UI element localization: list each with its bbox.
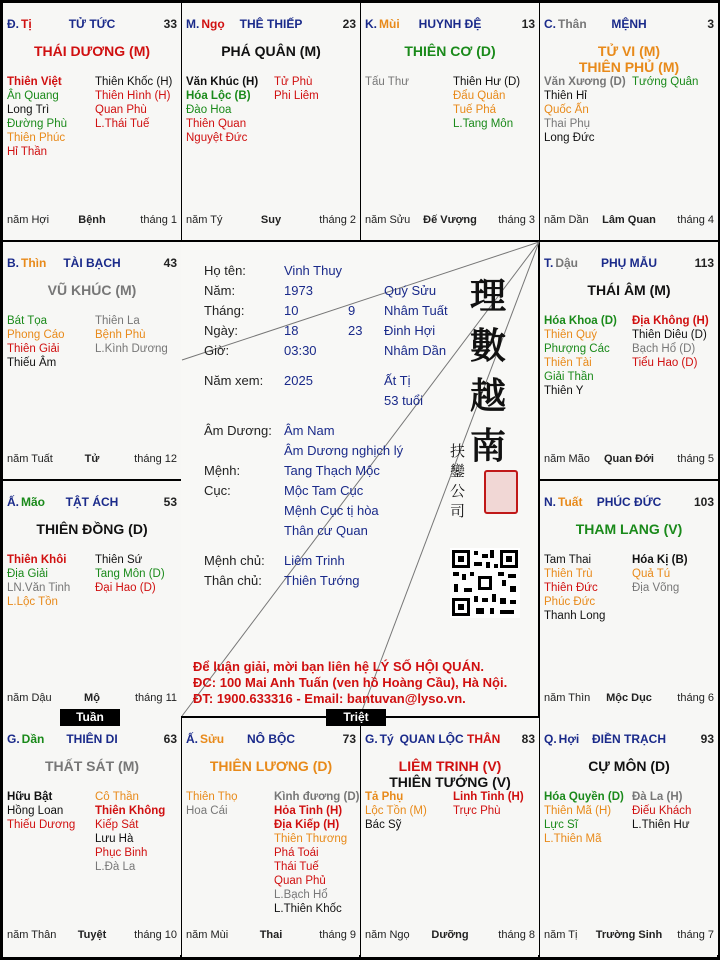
minor-star: Hóa Kị (B) [632,554,688,566]
contact-address: ĐC: 100 Mai Anh Tuấn (ven hồ Hoàng Cầu), Hà Nội. [193,675,508,690]
element-label: Cục: [204,483,231,498]
earthly-branch: Dần [21,732,45,746]
day-lunar: 23 [348,323,363,338]
minor-star: Phong Cáo [7,329,65,341]
earthly-branch: Dậu [555,256,579,270]
heavenly-stem: T. [544,256,554,270]
minor-star: Thiên Sứ [95,554,143,566]
minor-star: Ân Quang [7,90,59,102]
minor-star: Thiên Khốc (H) [95,76,173,88]
main-star: THÁI ÂM (M) [587,282,671,298]
minor-star: Quan Phủ [274,875,326,887]
month-marker: tháng 1 [140,214,177,226]
main-star: THIÊN CƠ (D) [404,43,496,59]
minor-star: Bạch Hổ (D) [632,343,696,355]
life-phase: Dưỡng [431,929,469,941]
minor-star: Hỏa Tinh (H) [274,805,343,817]
minor-star: Tấu Thư [365,76,409,88]
earthly-branch: Ngọ [201,17,225,31]
earthly-branch: Mùi [379,17,400,31]
hour-canchi: Nhâm Dần [384,343,447,358]
yinyang-label: Âm Dương: [204,423,272,438]
qr-finder [506,556,512,562]
heavenly-stem: G. [7,732,20,746]
major-period-age: 103 [693,495,714,509]
heavenly-stem: N. [544,495,556,509]
view-year-value: 2025 [284,373,313,388]
minor-star: Bát Tọa [7,315,48,327]
minor-star: Lộc Tồn (M) [365,805,427,817]
main-star: THẤT SÁT (M) [44,758,140,774]
palace-title: TÀI BẠCH [63,256,121,270]
annual-year: năm Mùi [186,929,229,941]
month-marker: tháng 8 [498,929,535,941]
heavenly-stem: G. [365,732,378,746]
minor-star: Phục Binh [95,847,148,859]
month-marker: tháng 4 [677,214,714,226]
earthly-branch: Thìn [21,256,47,270]
minor-star: Cô Thần [95,791,139,803]
heavenly-stem: B. [7,256,19,270]
minor-star: Thiên Y [544,385,584,397]
contact-line: Để luận giải, mời bạn liên hệ LÝ SỐ HỘI QUÁN. [193,659,484,674]
life-phase: Quan Đới [604,453,654,465]
minor-star: Hữu Bật [7,791,53,803]
month-lunar: 9 [348,303,356,318]
minor-star: Thiên Việt [7,76,62,88]
annual-year: năm Tý [186,214,223,226]
earthly-branch: Sửu [200,732,225,746]
seal-small-char: 扶 [450,442,466,460]
minor-star: Đẩu Quân [453,90,506,102]
seal-char: 越 [470,375,507,417]
hour-label: Giờ: [204,343,230,358]
main-star: THIÊN PHỦ (M) [578,59,680,75]
minor-star: Quan Phù [95,104,147,116]
main-star: PHÁ QUÂN (M) [221,43,321,59]
palace-title: TẬT ÁCH [65,495,119,509]
year-label: Năm: [204,283,236,298]
destiny-lord-label: Mệnh chủ: [204,553,265,568]
minor-star: Hóa Khoa (D) [544,315,617,327]
heavenly-stem: Đ. [7,17,19,31]
palace-title: PHÚC ĐỨC [596,495,662,509]
major-period-age: 23 [342,17,356,31]
minor-star: Kình đương (D) [274,791,360,803]
age-value: 53 tuổi [384,393,424,408]
month-marker: tháng 2 [319,214,356,226]
minor-star: L.Lộc Tồn [7,596,58,608]
minor-star: L.Thiên Mã [544,833,602,845]
minor-star: Bác Sỹ [365,819,402,831]
minor-star: Trực Phù [453,805,501,817]
minor-star: L.Thiên Hư [632,819,690,831]
body-palace-marker: THÂN [467,732,501,746]
body-position: Thân cư Quan [284,523,368,538]
annual-year: năm Dần [544,214,589,226]
earthly-branch: Mão [21,495,45,509]
month-marker: tháng 3 [498,214,535,226]
minor-star: Quốc Ấn [544,104,589,116]
minor-star: Kiếp Sát [95,819,139,831]
name-value: Vinh Thuy [284,263,343,278]
triet-badge: Triệt [326,709,386,726]
minor-star: Linh Tinh (H) [453,791,524,803]
body-lord-label: Thân chủ: [204,573,262,588]
minor-star: Thiên La [95,315,140,327]
minor-star: Thai Phụ [544,118,591,130]
earthly-branch: Tuất [558,495,583,509]
annual-year: năm Mão [544,453,590,465]
major-period-age: 53 [163,495,177,509]
minor-star: Hóa Quyền (D) [544,791,624,803]
minor-star: Thiên Thọ [186,791,238,803]
major-period-age: 113 [694,256,714,270]
minor-star: Địa Võng [632,582,680,594]
minor-star: Hỉ Thần [7,146,48,158]
destiny-label: Mệnh: [204,463,241,478]
annual-year: năm Sửu [365,214,411,226]
minor-star: Địa Kiếp (H) [274,819,340,831]
annual-year: năm Tị [544,929,578,941]
minor-star: Thiên Hình (H) [95,90,171,102]
minor-star: Long Đức [544,132,595,144]
seal-small-char: 公 [450,482,466,500]
annual-year: năm Dậu [7,692,52,704]
main-star: TỬ VI (M) [597,43,661,59]
minor-star: Địa Không (H) [632,315,709,327]
annual-year: năm Ngọ [365,929,410,941]
seal-char: 南 [470,425,507,467]
major-period-age: 83 [521,732,535,746]
minor-star: Thiên Quan [186,118,247,130]
minor-star: Phúc Đức [544,596,596,608]
minor-star: Tuế Phá [453,104,497,116]
minor-star: L.Thiên Khốc [274,903,342,915]
life-phase: Trường Sinh [595,929,663,941]
qr-finder [458,556,464,562]
main-star: THAM LANG (V) [575,521,683,537]
body-lord-value: Thiên Tướng [284,573,360,588]
minor-star: L.Đà La [95,861,136,873]
minor-star: Văn Xương (D) [544,76,626,88]
minor-star: L.Bạch Hổ [274,889,328,901]
minor-star: LN.Văn Tinh [7,582,71,594]
major-period-age: 33 [163,17,177,31]
annual-year: năm Tuất [7,453,53,465]
palace-title: PHỤ MẪU [601,256,657,270]
hour-value: 03:30 [284,343,317,358]
life-phase: Tuyệt [77,929,107,941]
minor-star: Hóa Lộc (B) [186,90,251,102]
minor-star: Long Trì [7,104,50,116]
month-marker: tháng 9 [319,929,356,941]
minor-star: Đại Hao (D) [95,582,156,594]
minor-star: Thiên Trù [544,568,593,580]
minor-star: Thiên Giải [7,343,60,355]
minor-star: Tang Môn (D) [95,568,165,580]
minor-star: L.Thái Tuế [95,118,150,130]
life-phase: Thai [259,929,283,941]
minor-star: Thiên Mã (H) [544,805,612,817]
major-period-age: 93 [700,732,714,746]
heavenly-stem: M. [186,17,200,31]
destiny-value: Tang Thạch Mộc [284,463,380,478]
seal-small-char: 司 [450,502,466,520]
major-period-age: 73 [342,732,356,746]
palace-title: TỬ TỨC [68,17,116,31]
contact-phone-email[interactable]: ĐT: 1900.633316 - Email: bantuvan@lyso.vn. [193,691,466,706]
main-star: THIÊN TƯỚNG (V) [389,774,511,790]
minor-star: Thái Tuế [274,861,319,873]
main-star: THIÊN ĐỒNG (D) [36,521,148,537]
minor-star: Bệnh Phù [95,329,146,341]
major-period-age: 13 [521,17,535,31]
yinyang-value: Âm Nam [284,423,335,438]
palace-title: THIÊN DI [66,732,118,746]
annual-year: năm Hợi [7,214,50,226]
palace-title: MỆNH [611,17,647,31]
seal-char: 數 [470,325,507,367]
heavenly-stem: C. [544,17,556,31]
minor-star: Tả Phụ [365,791,404,803]
earthly-branch: Tị [21,17,32,31]
minor-star: Thiên Diêu (D) [632,329,707,341]
minor-star: Thiếu Âm [7,357,57,369]
annual-year: năm Thân [7,929,57,941]
month-label: Tháng: [204,303,245,318]
destiny-lord-value: Liêm Trinh [284,553,345,568]
major-period-age: 63 [163,732,177,746]
major-period-age: 43 [163,256,177,270]
yinyang-note: Âm Dương nghịch lý [284,443,404,458]
life-phase: Tử [84,453,100,465]
qr-code-icon[interactable] [450,548,520,618]
day-label: Ngày: [204,323,238,338]
heavenly-stem: Ấ. [7,495,19,509]
minor-star: Thiên Tài [544,357,592,369]
minor-star: Hồng Loan [7,805,64,817]
minor-star: Thanh Long [544,610,606,622]
palace-title: THÊ THIẾP [239,17,303,31]
qr-finder [458,604,464,610]
minor-star: Hoa Cái [186,805,228,817]
earthly-branch: Tý [379,732,394,746]
month-marker: tháng 10 [134,929,177,941]
year-canchi: Quý Sửu [384,283,437,298]
minor-star: Tử Phù [274,76,313,88]
heavenly-stem: Q. [544,732,557,746]
minor-star: Thiên Hư (D) [453,76,521,88]
red-seal-stamp [484,470,518,514]
annual-year: năm Thìn [544,692,591,704]
element-relation: Mệnh Cục tị hòa [284,503,379,518]
minor-star: Giải Thần [544,371,594,383]
heavenly-stem: Ấ. [186,732,198,746]
day-canchi: Đinh Hợi [384,323,436,338]
month-marker: tháng 5 [677,453,714,465]
minor-star: Quả Tú [632,568,671,580]
major-period-age: 3 [707,17,714,31]
palace-title: QUAN LỘC [399,732,464,746]
minor-star: Thiếu Dương [7,819,76,831]
minor-star: Thiên Đức [544,582,598,594]
minor-star: Điếu Khách [632,805,692,817]
minor-star: Phi Liêm [274,90,319,102]
main-star: THIÊN LƯƠNG (D) [209,758,333,774]
life-phase: Bệnh [78,214,106,226]
minor-star: Thiên Quý [544,329,598,341]
main-star: CỰ MÔN (D) [588,758,670,774]
name-label: Họ tên: [204,263,246,278]
minor-star: Thiên Phúc [7,132,66,144]
month-marker: tháng 6 [677,692,714,704]
minor-star: Phá Toái [274,847,319,859]
main-star: LIÊM TRINH (V) [398,758,502,774]
palace-title: NÔ BỘC [247,732,295,746]
month-marker: tháng 12 [134,453,177,465]
minor-star: Lực Sĩ [544,819,578,831]
element-value: Mộc Tam Cục [284,483,364,498]
tuan-badge: Tuần [60,709,120,726]
minor-star: Phượng Các [544,343,610,355]
life-phase: Mộ [84,692,100,704]
minor-star: Văn Khúc (H) [186,76,259,88]
minor-star: Tiểu Hao (D) [632,357,698,369]
minor-star: Đào Hoa [186,104,232,116]
palace-title: HUYNH ĐỆ [418,17,482,31]
view-year-canchi: Ất Tị [384,373,411,388]
view-year-label: Năm xem: [204,373,264,388]
minor-star: Tướng Quân [632,76,699,88]
life-phase: Mộc Dục [606,692,652,704]
minor-star: Nguyệt Đức [186,132,248,144]
life-phase: Đế Vượng [423,214,477,226]
palace-title: ĐIỀN TRẠCH [592,732,666,746]
minor-star: Lưu Hà [95,833,134,845]
minor-star: Thiên Không [95,805,166,817]
month-solar: 10 [284,303,299,318]
seal-char: 理 [470,275,507,317]
minor-star: Đà La (H) [632,791,683,803]
life-phase: Lâm Quan [602,214,656,226]
earthly-branch: Hợi [558,732,580,746]
minor-star: Thiên Thương [274,833,348,845]
month-marker: tháng 11 [134,692,177,704]
main-star: THÁI DƯƠNG (M) [33,43,151,59]
minor-star: L.Tang Môn [453,118,514,130]
seal-small-char: 鑾 [450,462,466,480]
minor-star: L.Kình Dương [95,343,168,355]
minor-star: Thiên Hỉ [544,90,587,102]
day-solar: 18 [284,323,299,338]
earthly-branch: Thân [558,17,587,31]
year-value: 1973 [284,283,313,298]
minor-star: Thiên Khôi [7,554,67,566]
month-canchi: Nhâm Tuất [384,303,448,318]
minor-star: Đường Phù [7,118,67,130]
minor-star: Tam Thai [544,554,592,566]
minor-star: Địa Giải [7,568,48,580]
month-marker: tháng 7 [677,929,714,941]
life-phase: Suy [260,214,282,226]
main-star: VŨ KHÚC (M) [47,282,137,298]
heavenly-stem: K. [365,17,377,31]
